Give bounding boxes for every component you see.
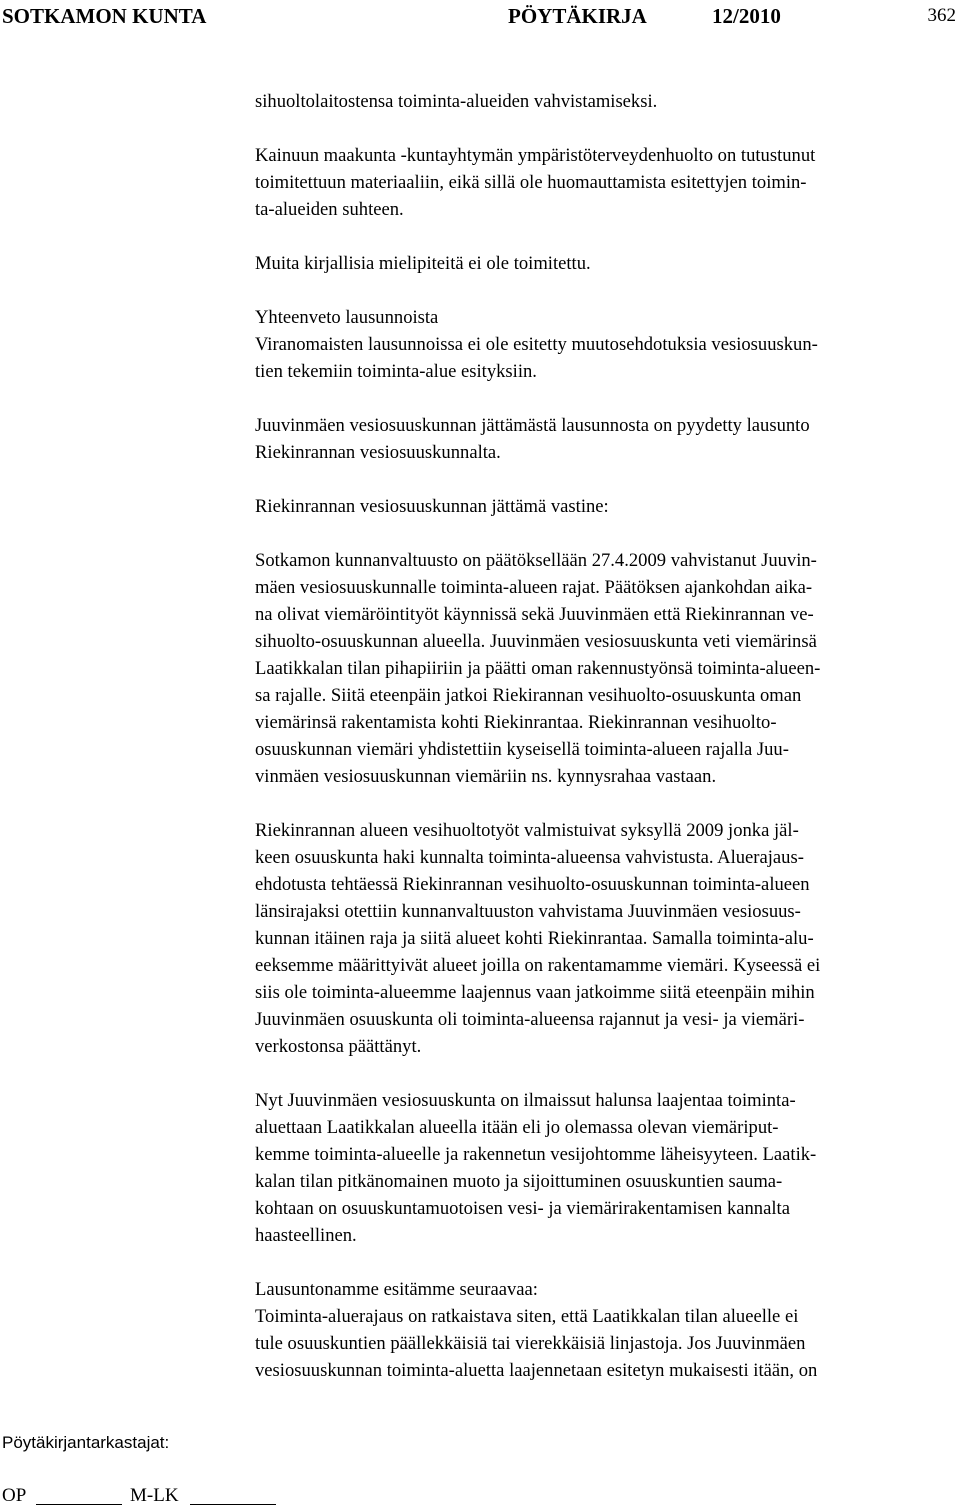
text-line: na olivat viemäröintityöt käynnissä sekä Juuvinmäen että Riekinrannan ve- — [255, 604, 814, 625]
text-line: Juuvinmäen osuuskunta oli toiminta-alueensa rajannut ja vesi- ja viemäri- — [255, 1009, 805, 1030]
text-line: Riekinrannan vesiosuuskunnalta. — [255, 442, 501, 463]
paragraph — [255, 304, 955, 385]
text-line: kohtaan on osuuskuntamuotoisen vesi- ja viemärirakentamisen kannalta — [255, 1198, 790, 1219]
signer-initials-1: OP — [2, 1485, 27, 1506]
text-line: aluettaan Laatikkalan alueella itään eli jo olemassa olevan viemäriput- — [255, 1117, 779, 1138]
text-line: Laatikkalan tilan pihapiiriin ja päätti oman rakennustyönsä toiminta-alueen- — [255, 658, 821, 679]
text-line: ehdotusta tehtäessä Riekinrannan vesihuolto-osuuskunnan toiminta-alueen — [255, 874, 810, 895]
text-line: ta-alueiden suhteen. — [255, 199, 404, 220]
text-line: tien tekemiin toiminta-alue esityksiin. — [255, 361, 537, 382]
text-line: tule osuuskuntien päällekkäisiä tai vierekkäisiä linjastoja. Jos Juuvinmäen — [255, 1333, 806, 1354]
text-line: Nyt Juuvinmäen vesiosuuskunta on ilmaissut halunsa laajentaa toiminta- — [255, 1090, 796, 1111]
text-line: Riekinrannan alueen vesihuoltotyöt valmistuivat syksyllä 2009 jonka jäl- — [255, 820, 799, 841]
text-line: eeksemme määrittyivät alueet joilla on rakentamamme viemäri. Kyseessä ei — [255, 955, 821, 976]
signature-line — [190, 1504, 276, 1505]
text-line: vesiosuuskunnan toiminta-aluetta laajennetaan esitetyn mukaisesti itään, on — [255, 1360, 818, 1381]
paragraph — [255, 1276, 955, 1384]
section-heading: Riekinrannan vesiosuuskunnan jättämä vastine: — [255, 496, 609, 517]
signature-line — [36, 1504, 122, 1505]
text-line: länsirajaksi otettiin kunnanvaltuuston vahvistama Juuvinmäen vesiosuus- — [255, 901, 801, 922]
section-heading: Yhteenveto lausunnoista — [255, 307, 439, 328]
text-line: keen osuuskunta haki kunnalta toiminta-alueensa vahvistusta. Aluerajaus- — [255, 847, 804, 868]
text-line: sihuolto-osuuskunnan alueella. Juuvinmäen vesiosuuskunta veti viemärinsä — [255, 631, 817, 652]
paragraph — [255, 412, 955, 466]
text-line: vinmäen vesiosuuskunnan viemäriin ns. kynnysrahaa vastaan. — [255, 766, 717, 787]
text-line: viemärinsä rakentamista kohti Riekinrantaa. Riekinrannan vesihuolto- — [255, 712, 777, 733]
signer-initials-2: M-LK — [130, 1485, 179, 1506]
minutes-checkers-label: Pöytäkirjantarkastajat: — [2, 1433, 170, 1452]
paragraph — [255, 88, 955, 115]
text-line: kunnan itäinen raja ja siitä alueet kohti Riekinrantaa. Samalla toiminta-alu- — [255, 928, 814, 949]
organization-name: SOTKAMON KUNTA — [2, 4, 207, 28]
text-line: kalan tilan pitkänomainen muoto ja sijoittuminen osuuskuntien sauma- — [255, 1171, 783, 1192]
paragraph — [255, 250, 955, 277]
text-line: Juuvinmäen vesiosuuskunnan jättämästä lausunnosta on pyydetty lausunto — [255, 415, 810, 436]
text-line: toimitettuun materiaaliin, eikä sillä ole huomauttamista esitettyjen toimin- — [255, 172, 807, 193]
text-line: haasteellinen. — [255, 1225, 357, 1246]
paragraph — [255, 547, 955, 790]
document-type: PÖYTÄKIRJA — [508, 4, 647, 28]
paragraph — [255, 493, 955, 520]
text-line: verkostonsa päättänyt. — [255, 1036, 422, 1057]
text-line: Muita kirjallisia mielipiteitä ei ole toimitettu. — [255, 253, 591, 274]
text-line: siis ole toiminta-alueemme laajennus vaan jatkoimme siitä eteenpäin mihin — [255, 982, 815, 1003]
page-header — [0, 3, 960, 29]
text-line: Kainuun maakunta -kuntayhtymän ympäristöterveydenhuolto on tutustunut — [255, 145, 816, 166]
text-line: sihuoltolaitostensa toiminta-alueiden vahvistamiseksi. — [255, 91, 658, 112]
section-heading: Lausuntonamme esitämme seuraavaa: — [255, 1279, 538, 1300]
minutes-number: 12/2010 — [712, 4, 781, 28]
text-line: Viranomaisten lausunnoissa ei ole esitetty muutosehdotuksia vesiosuuskun- — [255, 334, 818, 355]
paragraph — [255, 817, 955, 1060]
text-line: Sotkamon kunnanvaltuusto on päätöksellään 27.4.2009 vahvistanut Juuvin- — [255, 550, 817, 571]
text-line: osuuskunnan viemäri yhdistettiin kyseisellä toiminta-alueen rajalla Juu- — [255, 739, 789, 760]
paragraph — [255, 1087, 955, 1249]
paragraph — [255, 142, 955, 223]
text-line: kemme toiminta-alueelle ja rakennetun vesijohtomme läheisyyteen. Laatik- — [255, 1144, 817, 1165]
document-body — [255, 88, 955, 1384]
text-line: sa rajalle. Siitä eteenpäin jatkoi Riekirannan vesihuolto-osuuskunta oman — [255, 685, 802, 706]
text-line: Toiminta-aluerajaus on ratkaistava siten, että Laatikkalan tilan alueelle ei — [255, 1306, 799, 1327]
page-number: 362 — [927, 5, 956, 26]
text-line: mäen vesiosuuskunnalle toiminta-alueen rajat. Päätöksen ajankohdan aika- — [255, 577, 813, 598]
